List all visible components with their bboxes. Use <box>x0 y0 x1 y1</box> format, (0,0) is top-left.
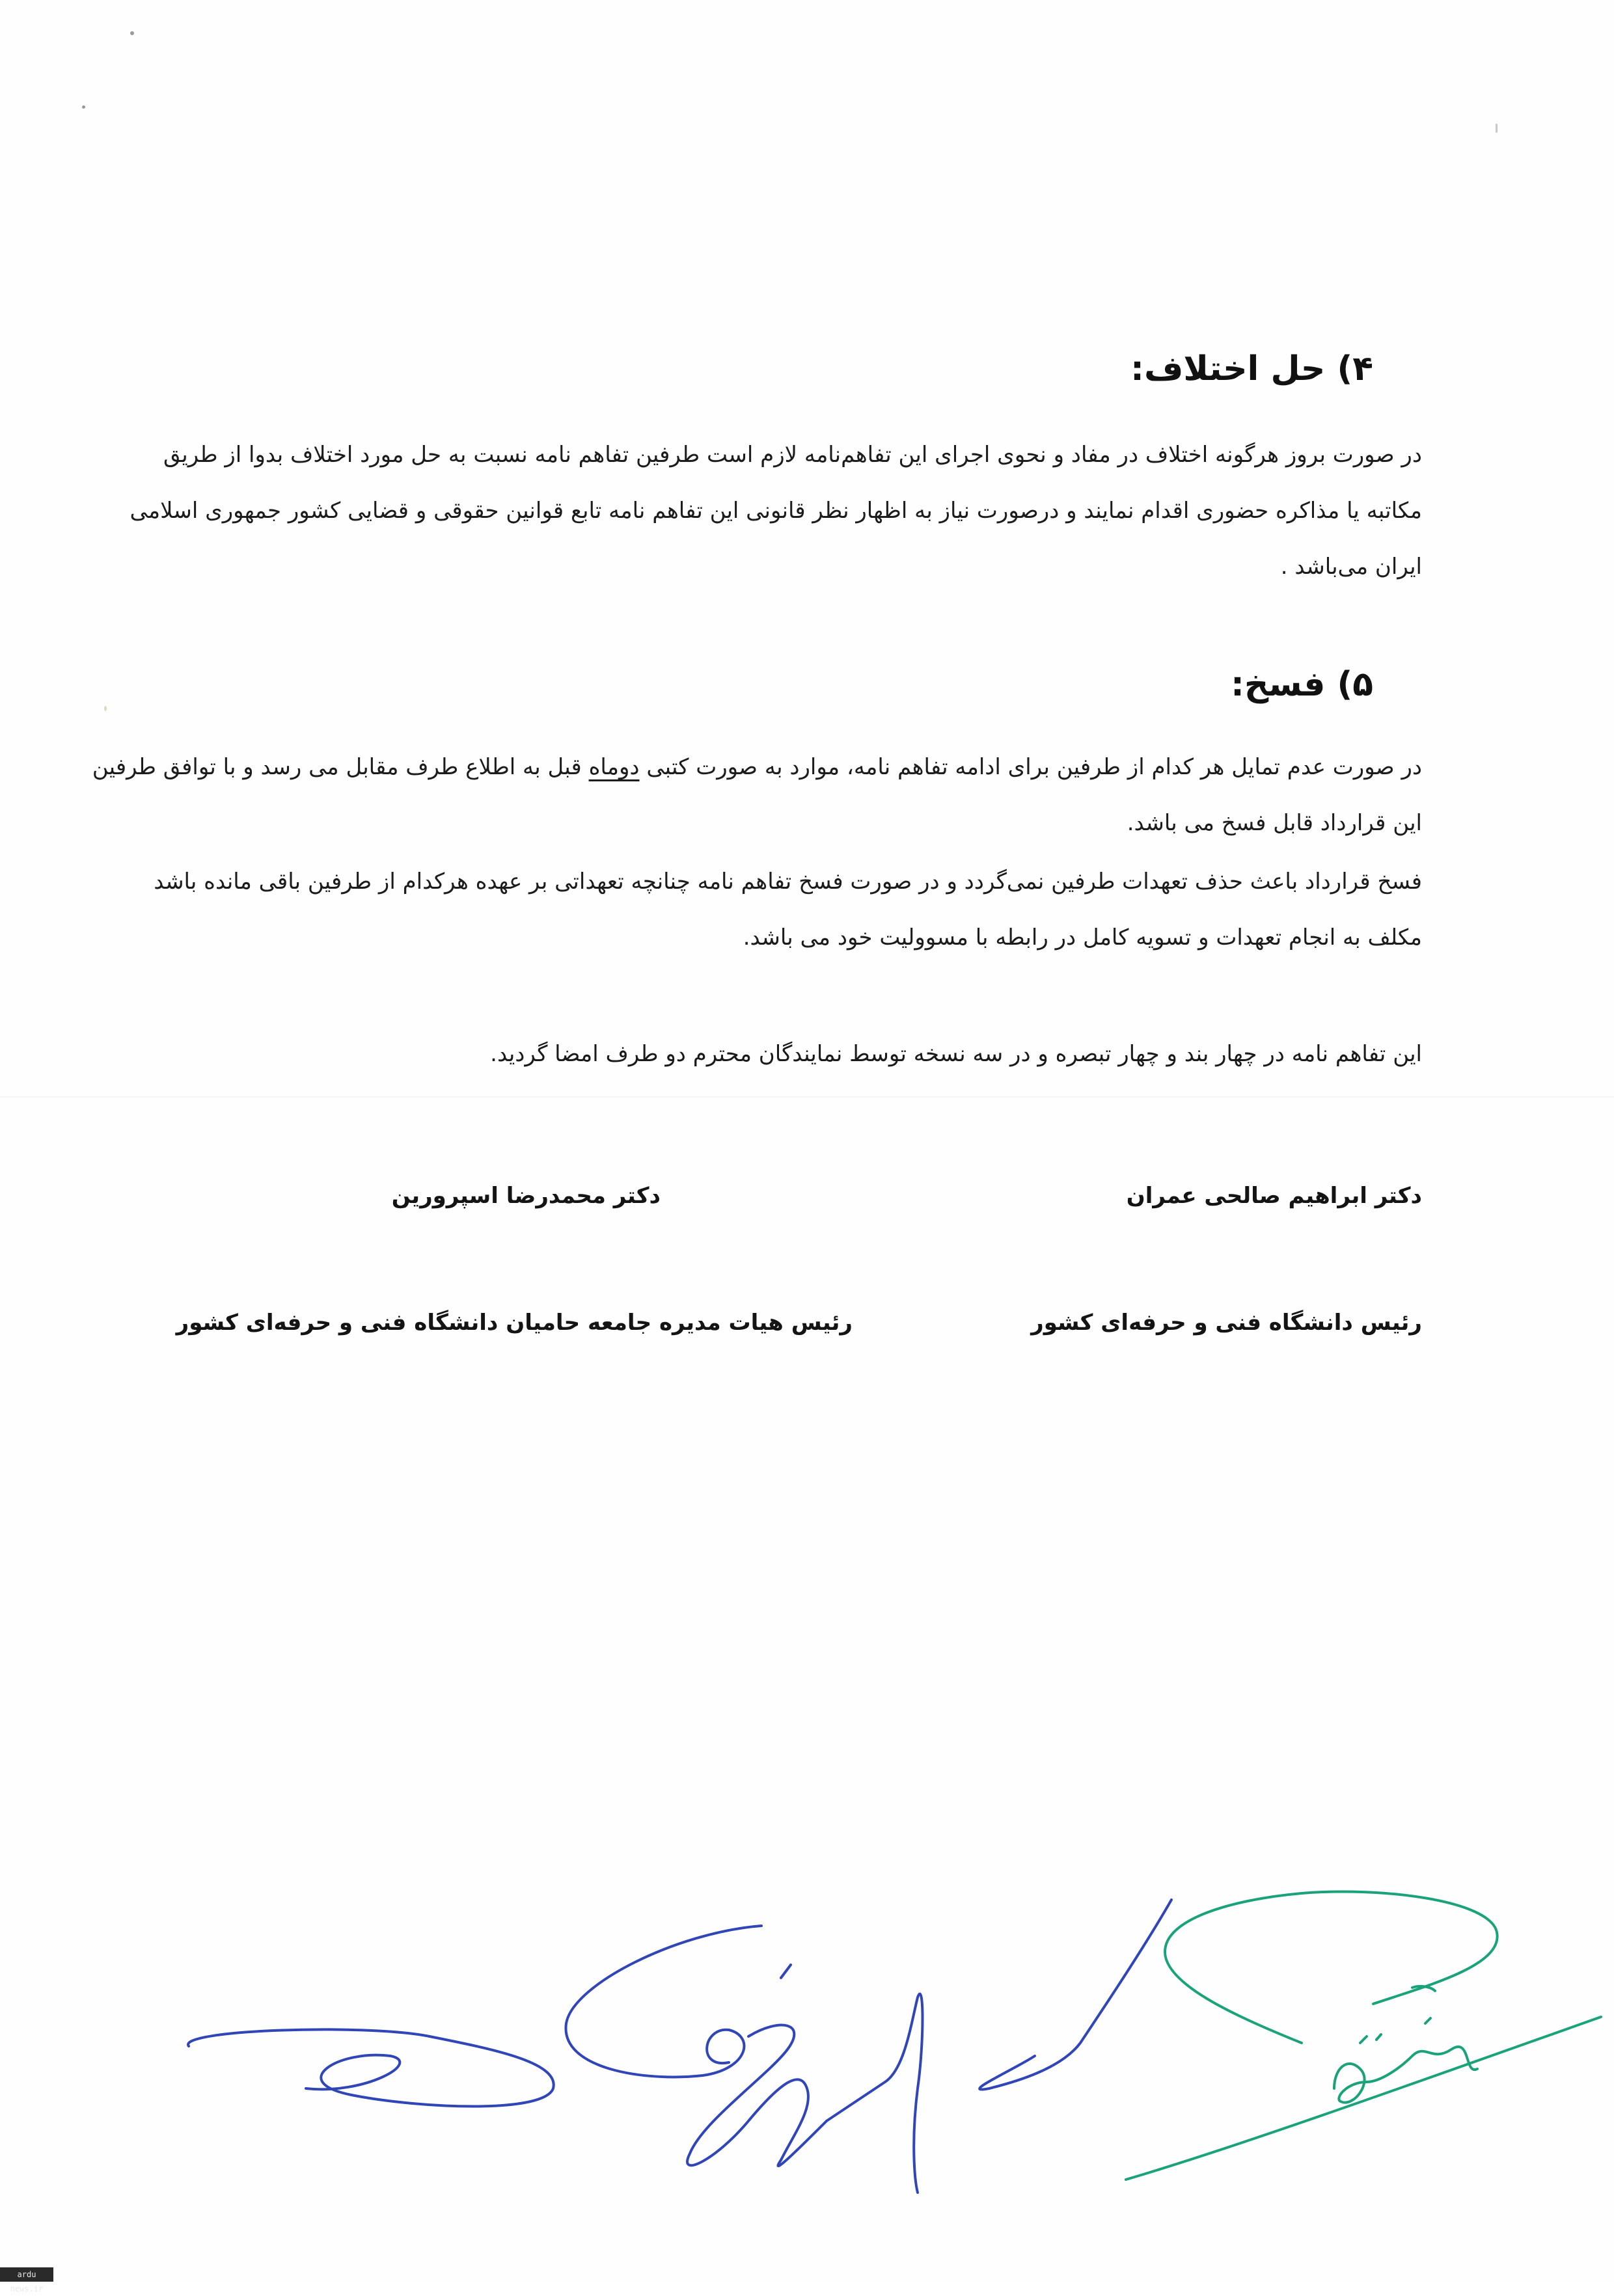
section-5-p2-line-1: فسخ قرارداد باعث حذف تعهدات طرفین نمی‌گردد و در صورت فسخ تفاهم نامه چنانچه تعهداتی بر عهده هرکدام از طرفین باقی مانده باشد <box>154 869 1422 895</box>
section-4-paragraph <box>130 427 1422 595</box>
fold-line <box>0 1096 1614 1098</box>
section-5-paragraph-2 <box>154 854 1422 966</box>
closing-statement: این تفاهم نامه در چهار بند و چهار تبصره و در سه نسخه توسط نمایندگان محترم دو طرف امضا گردید. <box>490 1041 1422 1067</box>
right-signatory-name: دکتر ابراهیم صالحی عمران <box>1126 1183 1422 1209</box>
left-signatory-name: دکتر محمدرضا اسپرورین <box>391 1183 661 1209</box>
scan-speck <box>104 706 107 711</box>
section-4-line-3: ایران می‌باشد . <box>1280 554 1422 580</box>
section-5-paragraph-1 <box>92 739 1422 851</box>
underlined-term: دوماه <box>588 754 640 780</box>
section-5-p1-line-1-end: قبل به اطلاع طرف مقابل می رسد و با توافق طرفین <box>92 754 589 780</box>
section-5-p1-line-1 <box>92 739 1422 795</box>
scan-speck <box>130 31 134 35</box>
footer-watermark: ardu news.ir <box>0 2267 53 2282</box>
section-4-heading: ۴) حل اختلاف: <box>1130 349 1373 388</box>
teal-signature <box>1126 1892 1601 2180</box>
blue-signature <box>188 1900 1171 2193</box>
section-5-p1-line-2: این قرارداد قابل فسخ می باشد. <box>1127 810 1422 836</box>
section-5-heading: ۵) فسخ: <box>1231 665 1373 704</box>
section-4-line-1: در صورت بروز هرگونه اختلاف در مفاد و نحوی اجرای این تفاهم‌نامه لازم است طرفین تفاهم نامه نسبت به حل مورد اختلاف بدوا از طریق <box>163 442 1422 468</box>
section-5-p2-line-2: مکلف به انجام تعهدات و تسویه کامل در رابطه با مسوولیت خود می باشد. <box>743 925 1422 951</box>
handwritten-signatures <box>0 1874 1614 2238</box>
section-5-p1-line-1-start: در صورت عدم تمایل هر کدام از طرفین برای ادامه تفاهم نامه، موارد به صورت کتبی <box>639 754 1422 780</box>
section-4-line-2: مکاتبه یا مذاکره حضوری اقدام نمایند و درصورت نیاز به اظهار نظر قانونی این تفاهم نامه تابع قوانین حقوقی و قضایی کشور جمهوری اسلامی <box>130 498 1422 524</box>
scan-speck <box>1496 124 1498 133</box>
right-signatory-title: رئیس دانشگاه فنی و حرفه‌ای کشور <box>1031 1310 1422 1336</box>
left-signatory-title: رئیس هیات مدیره جامعه حامیان دانشگاه فنی و حرفه‌ای کشور <box>176 1310 853 1336</box>
scan-speck <box>82 105 85 109</box>
